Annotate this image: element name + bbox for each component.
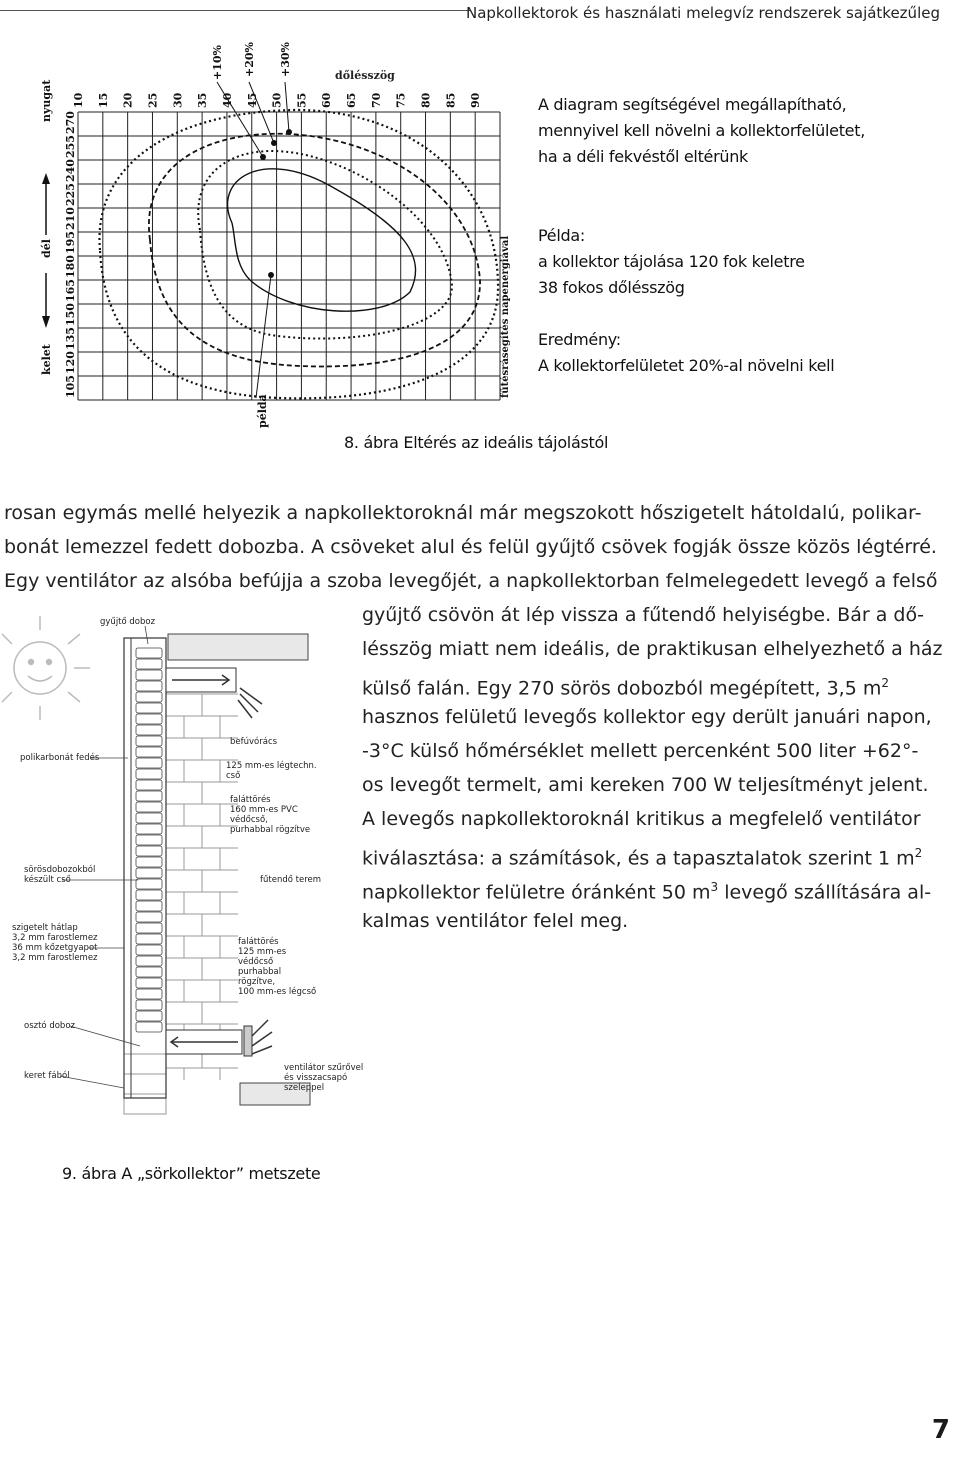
- nyugat-label: nyugat: [40, 79, 53, 122]
- angle-label: 80: [419, 92, 433, 108]
- body-line-1: rosan egymás mellé helyezik a napkollektoroknál már megszokott hőszigetelt hátoldalú, polikar-: [4, 502, 922, 524]
- orientation-diagram: [0, 30, 530, 430]
- contour-20: [149, 134, 480, 367]
- beer-can: [136, 791, 162, 801]
- column-line-6: os levegőt termelt, ami kereken 700 W teljesítményt jelent.: [362, 774, 929, 796]
- column-line-4: hasznos felületű levegős kollektor egy derült januári napon,: [362, 706, 932, 728]
- arrow-down-head: [42, 316, 50, 328]
- beer-can: [136, 648, 162, 658]
- beer-can: [136, 736, 162, 746]
- label-ventilator-3: szeleppel: [284, 1083, 325, 1093]
- orientation-label: 195: [64, 231, 77, 254]
- contour-ideal: [228, 169, 416, 311]
- beer-can: [136, 725, 162, 735]
- column-line-3: külső falán. Egy 270 sörös dobozból megépített, 3,5 $m^2$: [362, 676, 889, 700]
- label-gyujto-doboz: gyűjtő doboz: [100, 617, 156, 627]
- body-line-3: Egy ventilátor az alsóba befújja a szoba levegőjét, a napkollektorban felmelegedett levegő a felső: [4, 570, 938, 592]
- label-falattores-b3: védőcső: [238, 957, 274, 967]
- beer-can: [136, 659, 162, 669]
- label-keret: keret fából: [24, 1071, 70, 1081]
- example-heading: Példa:: [538, 226, 585, 245]
- percent-20: +20%: [243, 42, 256, 77]
- angle-label: 25: [146, 92, 160, 108]
- label-futendo-terem: fűtendő terem: [260, 875, 322, 885]
- sun-icon: [2, 616, 90, 720]
- collector-section-svg: [0, 608, 364, 1148]
- orientation-labels: [64, 111, 77, 398]
- label-szigetelt-4: 3,2 mm farostlemez: [12, 953, 98, 963]
- frame-block: [124, 1074, 166, 1094]
- orientation-label: 135: [64, 327, 77, 350]
- label-falattores-b1: faláttörés: [238, 937, 279, 947]
- beer-can: [136, 1000, 162, 1010]
- label-legtech-2: cső: [226, 771, 241, 781]
- kelet-label: kelet: [40, 344, 53, 375]
- angle-label: 75: [394, 92, 408, 108]
- example-line-2: 38 fokos dőlésszög: [538, 278, 685, 297]
- angle-label: 20: [121, 92, 135, 108]
- beer-can: [136, 769, 162, 779]
- column-line-8: kiválasztása: a számítások, és a tapasztalatok szerint 1 $m^2$: [362, 846, 923, 870]
- dolesszog-label: dőlésszög: [335, 69, 395, 82]
- beer-can: [136, 758, 162, 768]
- futes-label: fűtésrásegítés napenergiával: [500, 235, 511, 398]
- grid: [78, 112, 500, 400]
- beer-can: [136, 802, 162, 812]
- label-polikarbonat: polikarbonát fedés: [20, 753, 100, 763]
- label-falattores-b5: rögzítve,: [238, 977, 276, 987]
- header-rule: [0, 10, 470, 11]
- beer-can: [136, 780, 162, 790]
- desc-line-3: ha a déli fekvéstől eltérünk: [538, 147, 749, 166]
- angle-label: 65: [345, 92, 359, 108]
- label-oszto-doboz: osztó doboz: [24, 1021, 75, 1031]
- desc-line-2: mennyivel kell növelni a kollektorfelületet,: [538, 121, 865, 140]
- example-point: [268, 272, 274, 278]
- angle-label: 60: [320, 92, 334, 108]
- angle-label: 50: [270, 92, 284, 108]
- beer-can: [136, 747, 162, 757]
- angle-label: 30: [171, 92, 185, 108]
- beer-can: [136, 813, 162, 823]
- orientation-label: 120: [64, 351, 77, 374]
- figure-8-caption: 8. ábra Eltérés az ideális tájolástól: [344, 433, 609, 452]
- beer-can: [136, 824, 162, 834]
- beer-can: [136, 835, 162, 845]
- label-falattores-a3: védőcső,: [230, 815, 268, 825]
- beer-can: [136, 890, 162, 900]
- angle-label: 40: [220, 92, 234, 108]
- label-szigetelt-2: 3,2 mm farostlemez: [12, 933, 98, 943]
- beer-can: [136, 989, 162, 999]
- leader-30: [285, 82, 289, 132]
- angle-label: 90: [469, 92, 483, 108]
- label-sorosdoboz-1: sörösdobozokból: [24, 865, 96, 875]
- beer-can: [136, 934, 162, 944]
- example-leader: [256, 275, 271, 398]
- frame-block: [124, 1054, 166, 1074]
- beer-can: [136, 901, 162, 911]
- beer-can: [136, 879, 162, 889]
- orientation-label: 270: [64, 111, 77, 134]
- beer-can: [136, 945, 162, 955]
- beer-can: [136, 868, 162, 878]
- orientation-label: 240: [64, 159, 77, 182]
- beer-can: [136, 956, 162, 966]
- column-line-5: -3°C külső hőmérséklet mellett percenként 500 liter +62°-: [362, 740, 919, 762]
- page-number: 7: [931, 1415, 950, 1445]
- beer-can: [136, 846, 162, 856]
- column-line-7: A levegős napkollektoroknál kritikus a megfelelő ventilátor: [362, 808, 921, 830]
- label-falattores-b2: 125 mm-es: [238, 947, 287, 957]
- label-befuvo: befúvórács: [230, 737, 278, 747]
- column-line-9: napkollektor felületre óránként 50 $m^3$ levegő szállítására al-: [362, 880, 932, 904]
- angle-label: 70: [369, 92, 383, 108]
- column-line-2: lésszög miatt nem ideális, de praktikusan elhelyezhető a ház: [362, 638, 943, 660]
- label-szigetelt-1: szigetelt hátlap: [12, 923, 78, 933]
- angle-label: 85: [444, 92, 458, 108]
- orientation-label: 180: [64, 255, 77, 278]
- orientation-label: 105: [64, 375, 77, 398]
- figure-9-caption: 9. ábra A „sörkollektor” metszete: [62, 1164, 321, 1183]
- beer-can: [136, 692, 162, 702]
- point-10: [260, 154, 266, 160]
- angle-label: 15: [96, 92, 110, 108]
- desc-line-1: A diagram segítségével megállapítható,: [538, 95, 847, 114]
- beer-can: [136, 714, 162, 724]
- percent-30: +30%: [279, 42, 292, 77]
- pelda-label: példa: [256, 394, 269, 428]
- orientation-label: 210: [64, 207, 77, 230]
- label-ventilator-1: ventilátor szűrővel: [284, 1063, 364, 1073]
- label-falattores-a2: 160 mm-es PVC: [230, 805, 298, 815]
- label-legtech-1: 125 mm-es légtechn.: [226, 761, 317, 771]
- beer-can: [136, 857, 162, 867]
- orientation-label: 225: [64, 183, 77, 206]
- beer-can: [136, 967, 162, 977]
- arrow-up-head: [42, 173, 50, 184]
- label-falattores-a4: purhabbal rögzítve: [230, 825, 311, 835]
- label-falattores-b6: 100 mm-es légcső: [238, 987, 317, 997]
- angle-labels: [72, 92, 482, 108]
- example-line-1: a kollektor tájolása 120 fok keletre: [538, 252, 805, 271]
- del-label: dél: [40, 239, 53, 258]
- beer-can: [136, 670, 162, 680]
- label-szigetelt-3: 36 mm kőzetgyapot: [12, 943, 98, 953]
- beer-can: [136, 978, 162, 988]
- frame-block: [124, 1094, 166, 1114]
- angle-label: 10: [72, 92, 85, 108]
- result-line: A kollektorfelületet 20%-al növelni kell: [538, 356, 835, 375]
- column-line-10: kalmas ventilátor felel meg.: [362, 910, 629, 932]
- label-falattores-a1: faláttörés: [230, 795, 271, 805]
- angle-label: 35: [196, 92, 210, 108]
- result-heading: Eredmény:: [538, 330, 621, 349]
- beer-can: [136, 1022, 162, 1032]
- ceiling-slab: [168, 634, 308, 660]
- label-sorosdoboz-2: készült cső: [24, 875, 71, 885]
- angle-label: 45: [245, 92, 259, 108]
- orientation-label: 165: [64, 279, 77, 302]
- beer-can: [136, 703, 162, 713]
- running-header: Napkollektorok és használati melegvíz rendszerek sajátkezűleg: [465, 4, 940, 22]
- percent-10: +10%: [211, 45, 224, 80]
- label-ventilator-2: és visszacsapó: [284, 1073, 348, 1083]
- fan: [244, 1026, 252, 1056]
- body-line-2: bonát lemezzel fedett dobozba. A csöveket alul és felül gyűjtő csövek fogják össze közös légtérré.: [4, 536, 937, 558]
- collector-section-diagram: [0, 608, 364, 1148]
- label-falattores-b4: purhabbal: [238, 967, 282, 977]
- beer-can: [136, 912, 162, 922]
- column-line-1: gyűjtő csövön át lép vissza a fűtendő helyiségbe. Bár a dő-: [362, 604, 924, 626]
- beer-can: [136, 1011, 162, 1021]
- beer-can: [136, 681, 162, 691]
- leader-lines: [60, 626, 148, 1088]
- orientation-label: 255: [64, 135, 77, 158]
- orientation-label: 150: [64, 303, 77, 326]
- orientation-diagram-svg: [0, 30, 530, 430]
- can-tubes: [136, 648, 162, 1032]
- point-20: [271, 140, 277, 146]
- contour-30: [99, 110, 498, 398]
- angle-label: 55: [295, 92, 309, 108]
- beer-can: [136, 923, 162, 933]
